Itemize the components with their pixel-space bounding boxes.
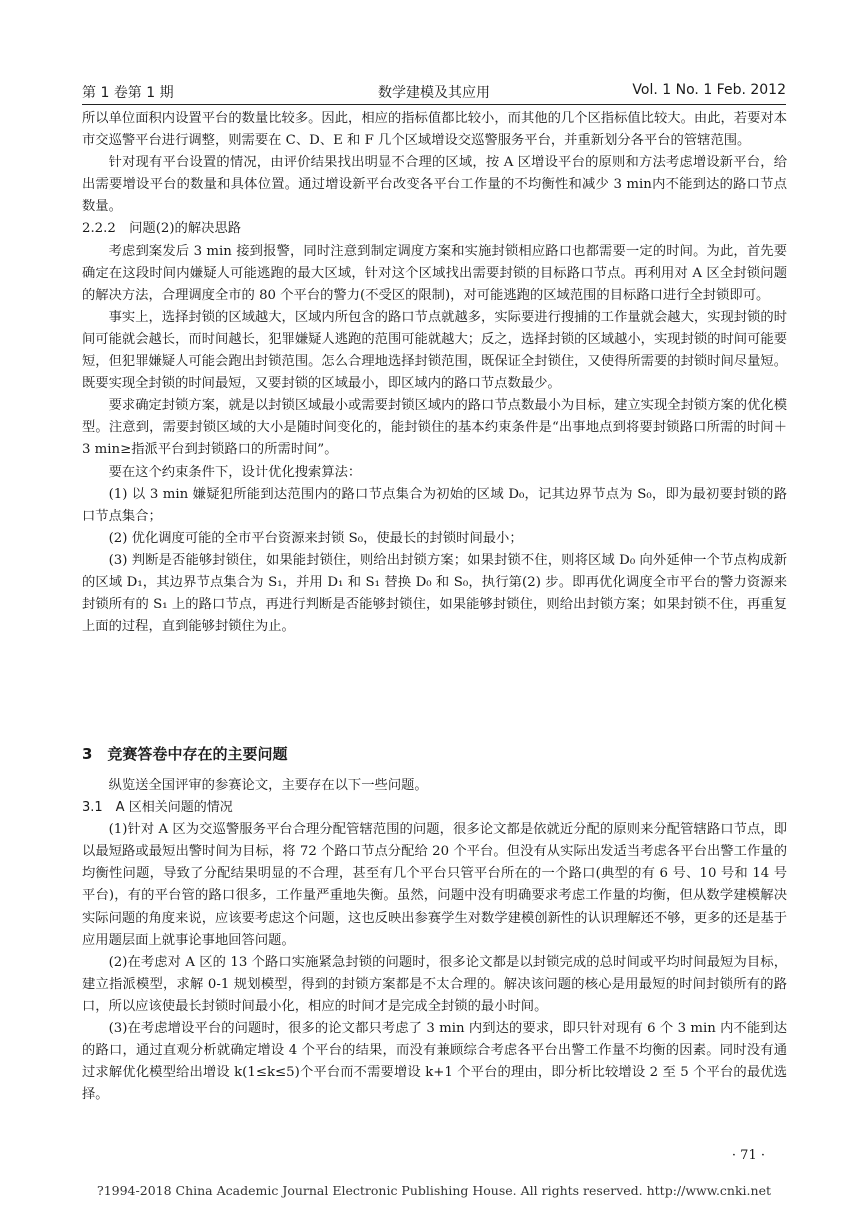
running-header xyxy=(82,80,786,105)
paragraph: (1)针对 A 区为交巡警服务平台合理分配管辖范围的问题，很多论文都是依就近分配的原则来分配管辖路口节点，即以最短路或最短出警时间为目标，将 72 个路口节点分配给 20 个平台。但没有从实际出发适当考虑各平台出警工作量的均衡性问题，导致了分配结果明显的不合理，甚至有几个平台只管平台所在的一个路口(典型的有 6 号、10 号和 14 号平台)，有的平台管的路口很多，工作量严重地失衡。虽然，问题中没有明确要求考虑工作量的均衡，但从数学建模解决实际问题的角度来说，应该要考虑这个问题，这也反映出参赛学生对数学建模创新性的认识理解还不够，更多的还是基于应用题层面上就事论事地回答问题。 xyxy=(82,822,787,948)
journal-issue: 第 1 卷第 1 期 xyxy=(82,85,174,101)
volume-date: Vol. 1 No. 1 Feb. 2012 xyxy=(632,82,786,98)
main-text xyxy=(82,108,787,638)
copyright-footer: ?1994-2018 China Academic Journal Electronic Publishing House. All rights reserved. http://www.cnki.net xyxy=(97,1183,771,1198)
paragraph: 所以单位面积内设置平台的数量比较多。因此，相应的指标值都比较小，而其他的几个区指标值比较大。由此，若要对本市交巡警平台进行调整，则需要在 C、D、E 和 F 几个区域增设交巡警服务平台，并重新划分各平台的管辖范围。 xyxy=(82,111,787,149)
algorithm-step: (1) 以 3 min 嫌疑犯所能到达范围内的路口节点集合为初始的区域 D₀，记其边界节点为 S₀，即为最初要封锁的路口节点集合； xyxy=(82,486,787,524)
paragraph: 要在这个约束条件下，设计优化搜索算法： xyxy=(108,464,362,480)
algorithm-step: (2) 优化调度可能的全市平台资源来封锁 S₀，使最长的封锁时间最小； xyxy=(108,530,523,546)
section-heading: 3 竞赛答卷中存在的主要问题 xyxy=(82,745,288,763)
subsection-heading: 3.1 A 区相关问题的情况 xyxy=(82,800,233,816)
paragraph: 针对现有平台设置的情况，由评价结果找出明显不合理的区域，按 A 区增设平台的原则和方法考虑增设新平台，给出需要增设平台的数量和具体位置。通过增设新平台改变各平台工作量的不均衡性和减少 3 min内不能到达的路口节点数量。 xyxy=(82,155,787,215)
page-number: · 71 · xyxy=(731,1148,765,1163)
paragraph: 考虑到案发后 3 min 接到报警，同时注意到制定调度方案和实施封锁相应路口也都需要一定的时间。为此，首先要确定在这段时间内嫌疑人可能逃跑的最大区域，针对这个区域找出需要封锁的目标路口节点。再利用对 A 区全封锁问题的解决方法，合理调度全市的 80 个平台的警力(不受区的限制)，对可能逃跑的区域范围的目标路口进行全封锁即可。 xyxy=(82,243,787,303)
algorithm-step: (3) 判断是否能够封锁住，如果能封锁住，则给出封锁方案；如果封锁不住，则将区域 D₀ 向外延伸一个节点构成新的区域 D₁，其边界节点集合为 S₁，并用 D₁ 和 S₁ 替换 D₀ 和 S₀，执行第(2) 步。即再优化调度全市平台的警力资源来封锁所有的 S₁ 上的路口节点，再进行判断是否能够封锁住，如果能够封锁住，则给出封锁方案；如果封锁不住，再重复上面的过程，直到能够封锁住为止。 xyxy=(82,552,787,635)
journal-title: 数学建模及其应用 xyxy=(378,85,490,101)
paragraph: (2)在考虑对 A 区的 13 个路口实施紧急封锁的问题时，很多论文都是以封锁完成的总时间或平均时间最短为目标，建立指派模型，求解 0-1 规划模型，得到的封锁方案都是不太合理的。解决该问题的核心是用最短的时间封锁所有的路口，所以应该使最长封锁时间最小化，相应的时间才是完成全封锁的最小时间。 xyxy=(82,954,787,1014)
paragraph: 要求确定封锁方案，就是以封锁区域最小或需要封锁区域内的路口节点数最小为目标，建立实现全封锁方案的优化模型。注意到，需要封锁区域的大小是随时间变化的，能封锁住的基本约束条件是“出事地点到将要封锁路口所需的时间＋3 min≥指派平台到封锁路口的所需时间”。 xyxy=(82,398,787,458)
subsection-heading: 2.2.2 问题(2)的解决思路 xyxy=(82,221,242,237)
paragraph: 事实上，选择封锁的区域越大，区域内所包含的路口节点就越多，实际要进行搜捕的工作量就会越大，实现封锁的时间可能就会越长，而时间越长，犯罪嫌疑人逃跑的范围可能就越大；反之，选择封锁的区域越小，实现封锁的时间可能要短，但犯罪嫌疑人可能会跑出封锁范围。怎么合理地选择封锁范围，既保证全封锁住，又使得所需要的封锁时间尽量短。既要实现全封锁的时间最短，又要封锁的区域最小，即区域内的路口节点数最少。 xyxy=(82,309,787,392)
section-intro: 纵览送全国评审的参赛论文，主要存在以下一些问题。 xyxy=(108,778,428,793)
paragraph: (3)在考虑增设平台的问题时，很多的论文都只考虑了 3 min 内到达的要求，即只针对现有 6 个 3 min 内不能到达的路口，通过直观分析就确定增设 4 个平台的结果，而没有兼顾综合考虑各平台出警工作量不均衡的因素。同时没有通过求解优化模型给出增设 k(1≤k≤5)个平台而不需要增设 k+1 个平台的理由，即分析比较增设 2 至 5 个平台的最优选择。 xyxy=(82,1021,787,1103)
section3-text xyxy=(82,775,787,1106)
